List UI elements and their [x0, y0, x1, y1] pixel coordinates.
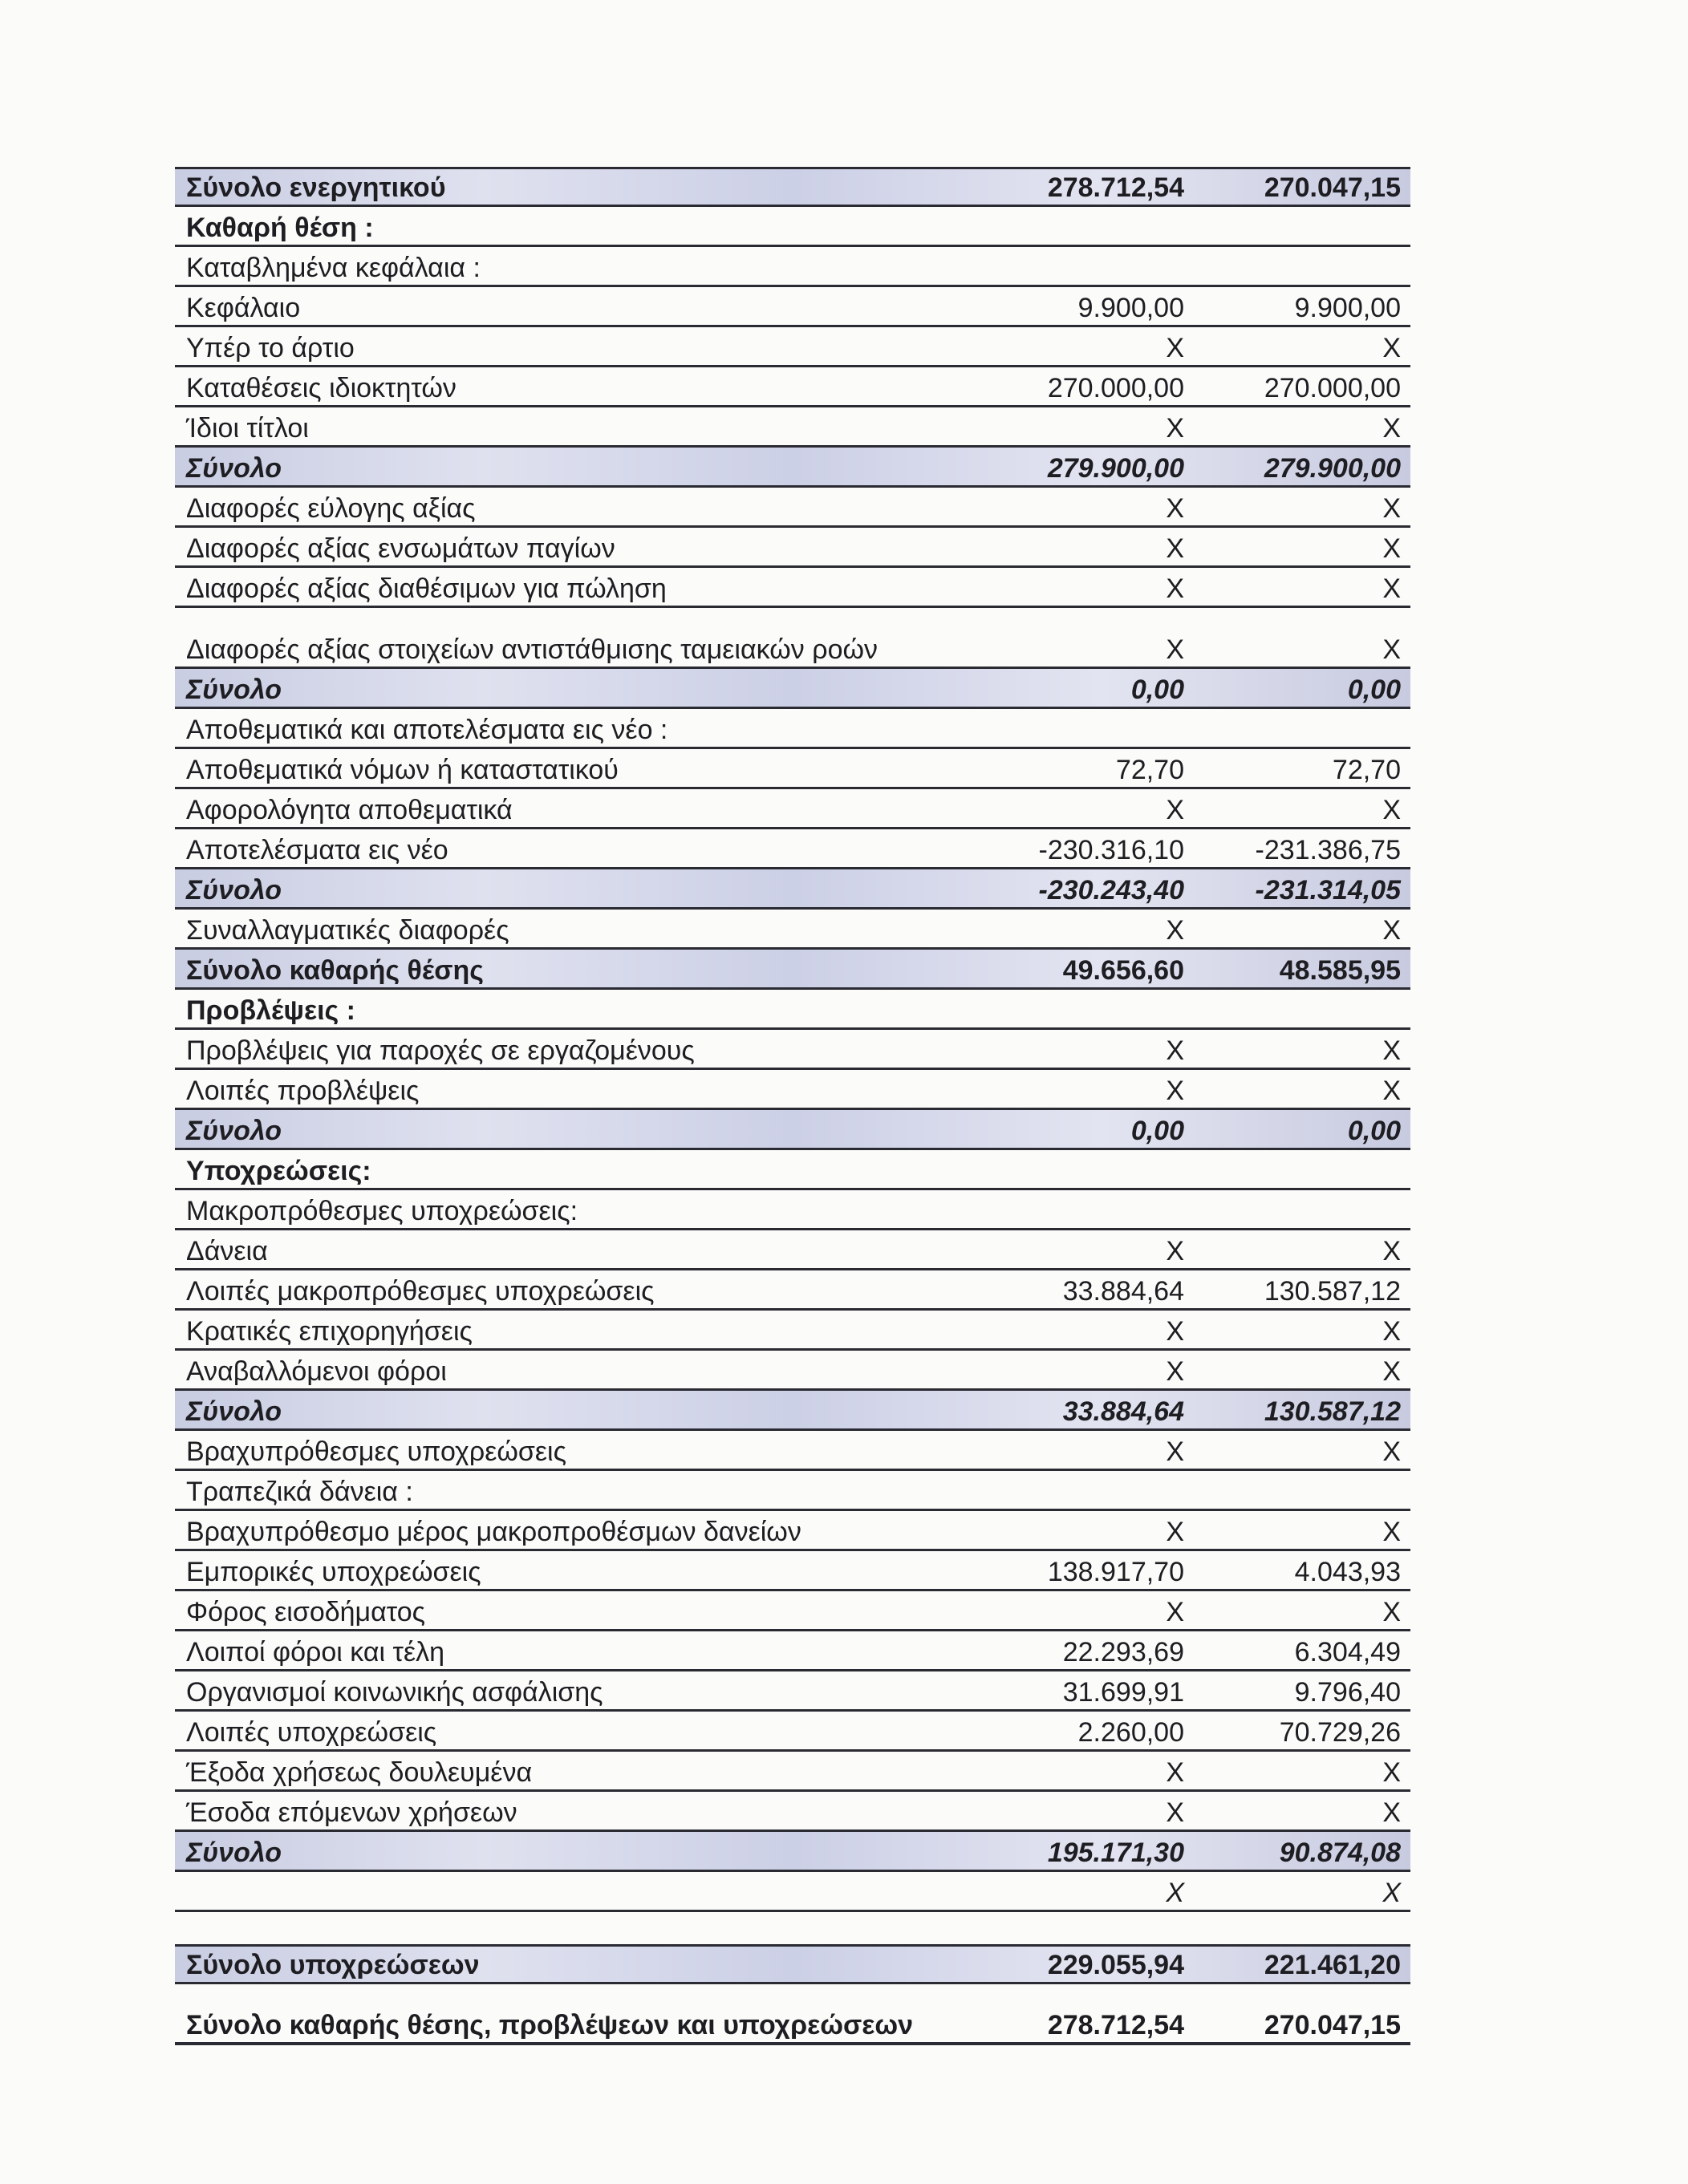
table-row: [175, 789, 1410, 829]
value-previous-year: 70.729,26: [1279, 1717, 1401, 1748]
value-current-year: X: [1166, 1757, 1184, 1788]
row-label: Σύνολο καθαρής θέσης: [186, 957, 484, 984]
value-previous-year: 221.461,20: [1264, 1950, 1401, 1980]
row-label: Υποχρεώσεις:: [186, 1157, 371, 1185]
value-previous-year: 72,70: [1332, 755, 1401, 785]
row-label: Αποθεματικά νόμων ή καταστατικού: [186, 756, 619, 784]
row-label: Εμπορικές υποχρεώσεις: [186, 1558, 481, 1586]
value-current-year: 278.712,54: [1047, 172, 1184, 203]
row-label: Λοιπές μακροπρόθεσμες υποχρεώσεις: [186, 1278, 655, 1305]
value-current-year: 22.293,69: [1062, 1637, 1184, 1667]
row-label: Διαφορές αξίας στοιχείων αντιστάθμισης ταμειακών ροών: [186, 636, 878, 663]
table-row: [175, 1591, 1410, 1631]
table-row: [175, 1270, 1410, 1311]
row-label: Αφορολόγητα αποθεματικά: [186, 796, 513, 824]
table-row: [175, 1070, 1410, 1110]
value-previous-year: X: [1382, 533, 1401, 564]
row-label: Έσοδα επόμενων χρήσεων: [186, 1799, 517, 1826]
table-row: [175, 1311, 1410, 1351]
value-previous-year: 0,00: [1347, 675, 1401, 705]
table-row: [175, 1391, 1410, 1431]
row-label: Συναλλαγματικές διαφορές: [186, 917, 509, 944]
value-current-year: X: [1166, 795, 1184, 825]
row-label: Αποθεματικά και αποτελέσματα εις νέο :: [186, 716, 668, 744]
row-label: Διαφορές αξίας ενσωμάτων παγίων: [186, 535, 615, 562]
table-row: [175, 1511, 1410, 1551]
value-current-year: 31.699,91: [1062, 1677, 1184, 1708]
table-row: [175, 207, 1410, 247]
table-row: [175, 327, 1410, 367]
row-label: Σύνολο υποχρεώσεων: [186, 1951, 480, 1979]
row-label: Σύνολο: [186, 1398, 282, 1425]
row-label: Σύνολο: [186, 455, 282, 482]
row-label: Σύνολο ενεργητικού: [186, 174, 446, 201]
value-current-year: X: [1166, 333, 1184, 363]
value-previous-year: X: [1382, 1757, 1401, 1788]
value-previous-year: -231.386,75: [1255, 835, 1401, 865]
value-previous-year: 270.000,00: [1264, 373, 1401, 403]
value-previous-year: X: [1382, 493, 1401, 524]
row-label: Λοιπές υποχρεώσεις: [186, 1719, 437, 1746]
row-label: Λοιπές προβλέψεις: [186, 1077, 420, 1104]
table-row: [175, 1984, 1410, 2045]
value-current-year: X: [1166, 533, 1184, 564]
table-row: [175, 1230, 1410, 1270]
row-label: Ίδιοι τίτλοι: [186, 415, 309, 442]
value-previous-year: X: [1382, 333, 1401, 363]
value-previous-year: 0,00: [1347, 1116, 1401, 1146]
balance-sheet-table: [175, 167, 1410, 2045]
table-row: [175, 608, 1410, 669]
table-row: [175, 749, 1410, 789]
row-label: Καθαρή θέση :: [186, 214, 374, 241]
row-label: Αναβαλλόμενοι φόροι: [186, 1358, 447, 1385]
row-label: Οργανισμοί κοινωνικής ασφάλισης: [186, 1679, 603, 1706]
value-previous-year: 130.587,12: [1264, 1396, 1401, 1427]
table-row: [175, 568, 1410, 608]
table-row: [175, 1150, 1410, 1190]
value-previous-year: X: [1382, 915, 1401, 946]
row-label: Προβλέψεις :: [186, 997, 356, 1024]
table-row: [175, 448, 1410, 488]
table-row: [175, 367, 1410, 407]
value-previous-year: 4.043,93: [1294, 1557, 1401, 1587]
table-row: [175, 1832, 1410, 1872]
value-previous-year: 90.874,08: [1279, 1838, 1401, 1868]
value-current-year: 72,70: [1115, 755, 1184, 785]
value-current-year: 9.900,00: [1077, 293, 1184, 323]
value-current-year: X: [1166, 1035, 1184, 1066]
row-label: Προβλέψεις για παροχές σε εργαζομένους: [186, 1037, 695, 1064]
row-label: Σύνολο: [186, 877, 282, 904]
table-row: [175, 1671, 1410, 1712]
value-previous-year: X: [1382, 1597, 1401, 1627]
row-label: Σύνολο: [186, 1117, 282, 1145]
value-current-year: X: [1166, 1236, 1184, 1266]
value-previous-year: -231.314,05: [1255, 875, 1401, 906]
row-label: Κεφάλαιο: [186, 294, 301, 322]
row-label: Φόρος εισοδήματος: [186, 1598, 426, 1626]
row-label: Βραχυπρόθεσμο μέρος μακροπροθέσμων δανείων: [186, 1518, 801, 1546]
value-current-year: X: [1166, 1316, 1184, 1347]
value-previous-year: 279.900,00: [1264, 453, 1401, 484]
table-row: [175, 488, 1410, 528]
value-previous-year: X: [1382, 573, 1401, 604]
value-current-year: X: [1166, 573, 1184, 604]
value-current-year: X: [1166, 634, 1184, 665]
value-previous-year: 9.796,40: [1294, 1677, 1401, 1708]
table-row: [175, 1712, 1410, 1752]
value-current-year: X: [1166, 1436, 1184, 1467]
value-current-year: X: [1166, 413, 1184, 444]
row-label: Δάνεια: [186, 1238, 268, 1265]
table-row: [175, 528, 1410, 568]
row-label: Μακροπρόθεσμες υποχρεώσεις:: [186, 1197, 578, 1225]
value-previous-year: X: [1382, 795, 1401, 825]
row-label: Υπέρ το άρτιο: [186, 334, 355, 362]
table-row: [175, 990, 1410, 1030]
table-row: [175, 167, 1410, 207]
row-label: Κρατικές επιχορηγήσεις: [186, 1318, 473, 1345]
value-current-year: 0,00: [1130, 675, 1184, 705]
row-label: Καταθέσεις ιδιοκτητών: [186, 375, 456, 402]
value-current-year: 2.260,00: [1077, 1717, 1184, 1748]
value-previous-year: 6.304,49: [1294, 1637, 1401, 1667]
table-row: [175, 1944, 1410, 1984]
value-previous-year: X: [1382, 634, 1401, 665]
row-label: Βραχυπρόθεσμες υποχρεώσεις: [186, 1438, 566, 1465]
table-row: [175, 1631, 1410, 1671]
table-row: [175, 1431, 1410, 1471]
value-current-year: 278.712,54: [1047, 2010, 1184, 2040]
row-label: Σύνολο: [186, 676, 282, 703]
row-label: Έξοδα χρήσεως δουλευμένα: [186, 1759, 533, 1786]
value-current-year: X: [1166, 1517, 1184, 1547]
table-row: [175, 1030, 1410, 1070]
value-previous-year: X: [1382, 1436, 1401, 1467]
row-label: Σύνολο: [186, 1839, 282, 1866]
table-row: [175, 669, 1410, 709]
value-current-year: 279.900,00: [1047, 453, 1184, 484]
table-row: [175, 1912, 1410, 1944]
value-current-year: X: [1166, 1356, 1184, 1387]
table-row: [175, 1471, 1410, 1511]
value-previous-year: X: [1382, 413, 1401, 444]
row-label: Αποτελέσματα εις νέο: [186, 837, 448, 864]
value-current-year: X: [1166, 1076, 1184, 1106]
value-current-year: -230.316,10: [1038, 835, 1184, 865]
value-previous-year: 48.585,95: [1279, 955, 1401, 986]
row-label: Διαφορές εύλογης αξίας: [186, 495, 476, 522]
value-previous-year: 270.047,15: [1264, 2010, 1401, 2040]
table-row: [175, 950, 1410, 990]
value-previous-year: 130.587,12: [1264, 1276, 1401, 1307]
value-current-year: 229.055,94: [1047, 1950, 1184, 1980]
value-current-year: 33.884,64: [1062, 1396, 1184, 1427]
value-current-year: X: [1166, 1878, 1184, 1908]
value-previous-year: X: [1382, 1517, 1401, 1547]
table-row: [175, 287, 1410, 327]
value-previous-year: X: [1382, 1236, 1401, 1266]
value-current-year: 33.884,64: [1062, 1276, 1184, 1307]
value-current-year: 270.000,00: [1047, 373, 1184, 403]
table-row: [175, 1752, 1410, 1792]
table-row: [175, 910, 1410, 950]
value-current-year: -230.243,40: [1038, 875, 1184, 906]
row-label: Καταβλημένα κεφάλαια :: [186, 254, 481, 282]
row-label: Λοιποί φόροι και τέλη: [186, 1639, 445, 1666]
value-previous-year: X: [1382, 1076, 1401, 1106]
table-row: [175, 869, 1410, 910]
value-current-year: 0,00: [1130, 1116, 1184, 1146]
value-current-year: X: [1166, 915, 1184, 946]
value-previous-year: X: [1382, 1797, 1401, 1828]
value-current-year: 49.656,60: [1062, 955, 1184, 986]
row-label: Σύνολο καθαρής θέσης, προβλέψεων και υποχρεώσεων: [186, 2012, 914, 2039]
value-current-year: X: [1166, 1597, 1184, 1627]
value-current-year: X: [1166, 1797, 1184, 1828]
table-row: [175, 1551, 1410, 1591]
value-previous-year: 270.047,15: [1264, 172, 1401, 203]
table-row: [175, 247, 1410, 287]
value-current-year: X: [1166, 493, 1184, 524]
value-previous-year: X: [1382, 1035, 1401, 1066]
row-label: Τραπεζικά δάνεια :: [186, 1478, 413, 1505]
table-row: [175, 709, 1410, 749]
table-row: [175, 1190, 1410, 1230]
value-previous-year: X: [1382, 1356, 1401, 1387]
table-row: [175, 829, 1410, 869]
table-row: [175, 407, 1410, 448]
value-current-year: 195.171,30: [1047, 1838, 1184, 1868]
value-previous-year: 9.900,00: [1294, 293, 1401, 323]
value-previous-year: X: [1382, 1316, 1401, 1347]
table-row: [175, 1872, 1410, 1912]
value-previous-year: X: [1382, 1878, 1401, 1908]
table-row: [175, 1792, 1410, 1832]
table-row: [175, 1351, 1410, 1391]
table-row: [175, 1110, 1410, 1150]
value-current-year: 138.917,70: [1047, 1557, 1184, 1587]
row-label: Διαφορές αξίας διαθέσιμων για πώληση: [186, 575, 667, 602]
